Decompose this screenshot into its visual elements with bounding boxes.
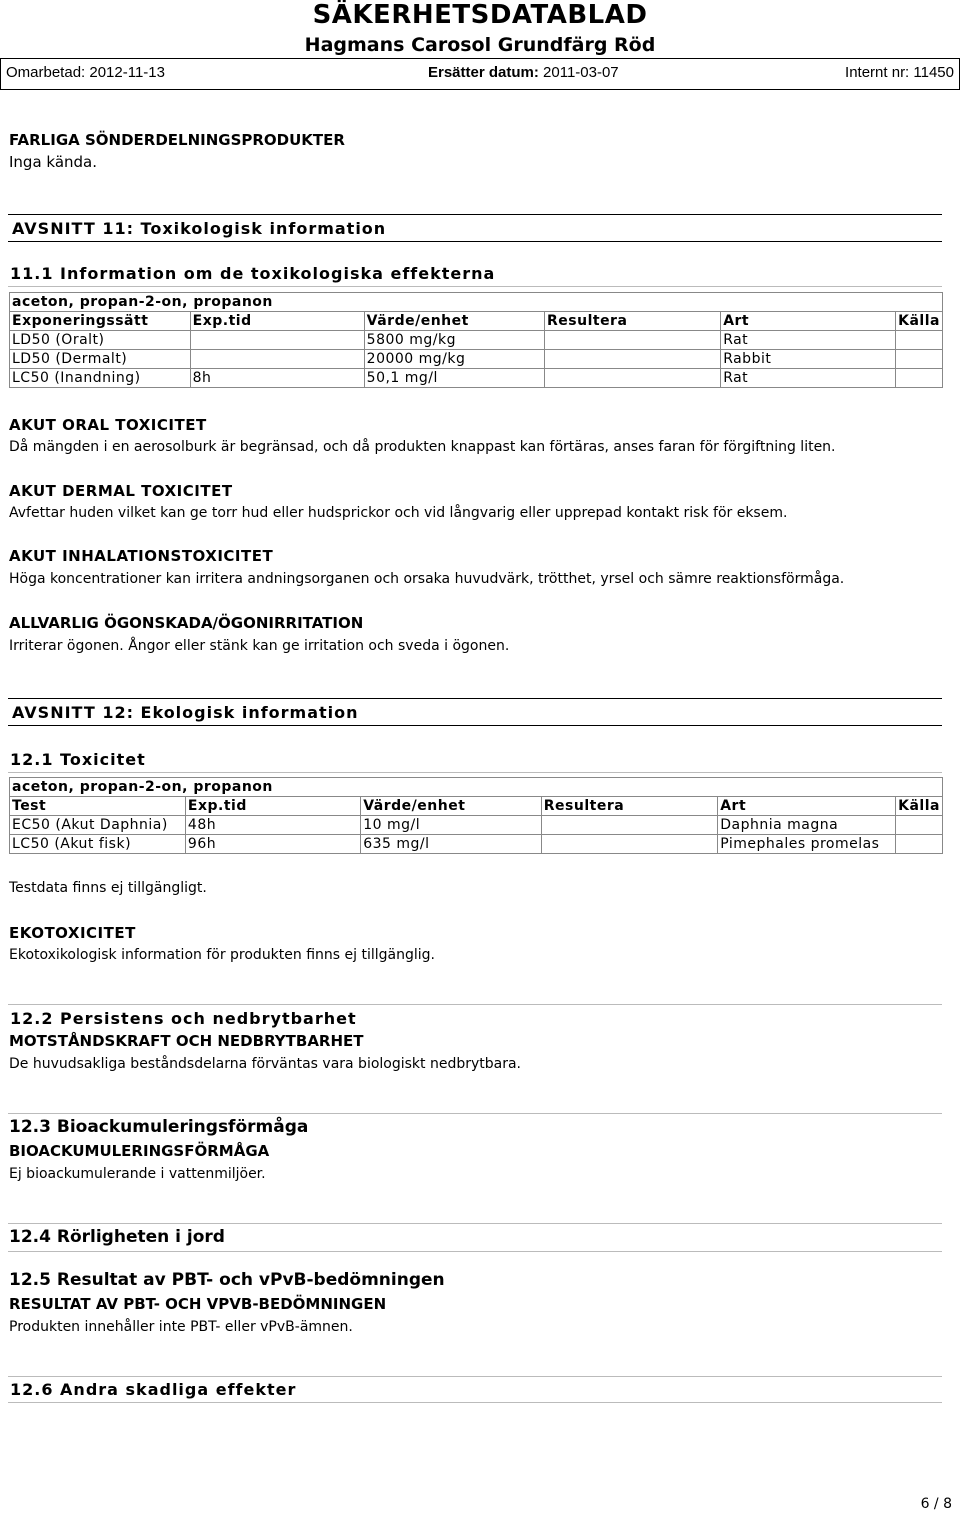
ecotox-heading: EKOTOXICITET: [9, 924, 136, 942]
section12-rule-bottom: [8, 725, 942, 726]
ecotox-th-test: Test: [10, 797, 186, 816]
tox-th-exposure: Exponeringssätt: [10, 312, 191, 331]
table-cell: [541, 835, 717, 854]
table-cell: [896, 369, 943, 388]
tox-th-species: Art: [721, 312, 896, 331]
table-cell: LD50 (Dermalt): [10, 350, 191, 369]
section12-sub4-rule-bottom: [8, 1251, 942, 1252]
table-cell: 10 mg/l: [361, 816, 542, 835]
replaces-label: Ersätter datum:: [428, 64, 539, 81]
bioaccumulation-text: Ej bioackumulerande i vattenmiljöer.: [9, 1166, 266, 1182]
table-cell: 635 mg/l: [361, 835, 542, 854]
persistence-text: De huvudsakliga beståndsdelarna förväntas vara biologiskt nedbrytbara.: [9, 1056, 522, 1072]
hazardous-text: Inga kända.: [9, 153, 98, 171]
table-cell: 8h: [190, 369, 364, 388]
pbt-text: Produkten innehåller inte PBT- eller vPvB-ämnen.: [9, 1319, 353, 1335]
ecotox-th-species: Art: [718, 797, 896, 816]
section12-rule-top: [8, 698, 942, 699]
product-name: Hagmans Carosol Grundfärg Röd: [304, 34, 656, 56]
table-cell: 50,1 mg/l: [364, 369, 544, 388]
hazardous-heading: FARLIGA SÖNDERDELNINGSPRODUKTER: [9, 131, 345, 149]
ecotox-th-time: Exp.tid: [185, 797, 360, 816]
testdata-text: Testdata finns ej tillgängligt.: [9, 880, 207, 896]
oral-heading: AKUT ORAL TOXICITET: [9, 416, 207, 434]
ecotox-text: Ekotoxikologisk information för produkten finns ej tillgänglig.: [9, 947, 435, 963]
tox-table: [9, 292, 943, 388]
revised-date: Omarbetad: 2012-11-13: [6, 64, 165, 81]
table-cell: 5800 mg/kg: [364, 331, 544, 350]
persistence-heading: MOTSTÅNDSKRAFT OCH NEDBRYTBARHET: [9, 1032, 364, 1050]
eye-heading: ALLVARLIG ÖGONSKADA/ÖGONIRRITATION: [9, 614, 364, 632]
section12-sub3: 12.3 Bioackumuleringsförmåga: [9, 1117, 309, 1137]
table-cell: LC50 (Inandning): [10, 369, 191, 388]
table-cell: Daphnia magna: [718, 816, 896, 835]
tox-table-substance: aceton, propan-2-on, propanon: [10, 293, 943, 312]
table-cell: [896, 835, 943, 854]
page-number: 6 / 8: [920, 1496, 952, 1512]
oral-text: Då mängden i en aerosolburk är begränsad, och då produkten knappast kan förtäras, anses faran för förgiftning liten.: [9, 439, 836, 455]
section11-heading: AVSNITT 11: Toxikologisk information: [12, 219, 387, 238]
table-row: [10, 331, 943, 350]
eye-text: Irriterar ögonen. Ångor eller stänk kan ge irritation och sveda i ögonen.: [9, 638, 510, 654]
bioaccumulation-heading: BIOACKUMULERINGSFÖRMÅGA: [9, 1142, 270, 1160]
document-title: SÄKERHETSDATABLAD: [312, 0, 648, 30]
section12-sub5: 12.5 Resultat av PBT- och vPvB-bedömningen: [9, 1270, 445, 1290]
section11-sub: 11.1 Information om de toxikologiska effekterna: [10, 264, 496, 283]
table-row: [10, 369, 943, 388]
table-cell: [896, 816, 943, 835]
section12-sub1-rule: [8, 772, 942, 773]
table-cell: 20000 mg/kg: [364, 350, 544, 369]
table-cell: Rat: [721, 331, 896, 350]
section12-heading: AVSNITT 12: Ekologisk information: [12, 703, 359, 722]
replaces-date: [428, 64, 619, 81]
table-row: [10, 816, 943, 835]
section12-sub2-rule-top: [8, 1004, 942, 1005]
table-cell: LC50 (Akut fisk): [10, 835, 186, 854]
table-cell: [896, 350, 943, 369]
section12-sub6-rule-top: [8, 1376, 942, 1377]
table-cell: 48h: [185, 816, 360, 835]
pbt-heading: RESULTAT AV PBT- OCH VPVB-BEDÖMNINGEN: [9, 1295, 387, 1313]
tox-th-time: Exp.tid: [190, 312, 364, 331]
table-cell: [896, 331, 943, 350]
inhalation-heading: AKUT INHALATIONSTOXICITET: [9, 547, 274, 565]
section12-sub4: 12.4 Rörligheten i jord: [9, 1227, 225, 1247]
tox-th-value: Värde/enhet: [364, 312, 544, 331]
table-cell: Rat: [721, 369, 896, 388]
table-cell: 96h: [185, 835, 360, 854]
section12-sub3-rule-top: [8, 1113, 942, 1114]
table-cell: [190, 331, 364, 350]
ecotox-th-result: Resultera: [541, 797, 717, 816]
section11-rule-bottom: [8, 241, 942, 242]
table-cell: EC50 (Akut Daphnia): [10, 816, 186, 835]
table-row: [10, 350, 943, 369]
inhalation-text: Höga koncentrationer kan irritera andningsorganen och orsaka huvudvärk, trötthet, yrsel och sämre reaktionsförmåga.: [9, 571, 845, 587]
table-cell: LD50 (Oralt): [10, 331, 191, 350]
table-cell: [545, 331, 721, 350]
ecotox-th-value: Värde/enhet: [361, 797, 542, 816]
section12-sub2: 12.2 Persistens och nedbrytbarhet: [10, 1009, 357, 1028]
section12-sub1: 12.1 Toxicitet: [10, 750, 146, 769]
table-cell: [545, 350, 721, 369]
section11-rule-top: [8, 214, 942, 215]
table-cell: Pimephales promelas: [718, 835, 896, 854]
dermal-text: Avfettar huden vilket kan ge torr hud eller hudsprickor och vid långvarig eller upprepad kontakt risk för eksem.: [9, 505, 788, 521]
section11-sub-rule: [8, 286, 942, 287]
table-cell: [190, 350, 364, 369]
section12-sub6-rule-bottom: [8, 1402, 942, 1403]
replaces-value: 2011-03-07: [543, 64, 619, 81]
ecotox-table: [9, 777, 943, 854]
tox-th-result: Resultera: [545, 312, 721, 331]
ecotox-th-source: Källa: [896, 797, 943, 816]
section12-sub4-rule-top: [8, 1223, 942, 1224]
tox-th-source: Källa: [896, 312, 943, 331]
table-row: [10, 835, 943, 854]
dermal-heading: AKUT DERMAL TOXICITET: [9, 482, 233, 500]
section12-sub6: 12.6 Andra skadliga effekter: [10, 1380, 297, 1399]
internal-number: Internt nr: 11450: [845, 64, 954, 81]
table-cell: [541, 816, 717, 835]
ecotox-table-substance: aceton, propan-2-on, propanon: [10, 778, 943, 797]
table-cell: Rabbit: [721, 350, 896, 369]
table-cell: [545, 369, 721, 388]
